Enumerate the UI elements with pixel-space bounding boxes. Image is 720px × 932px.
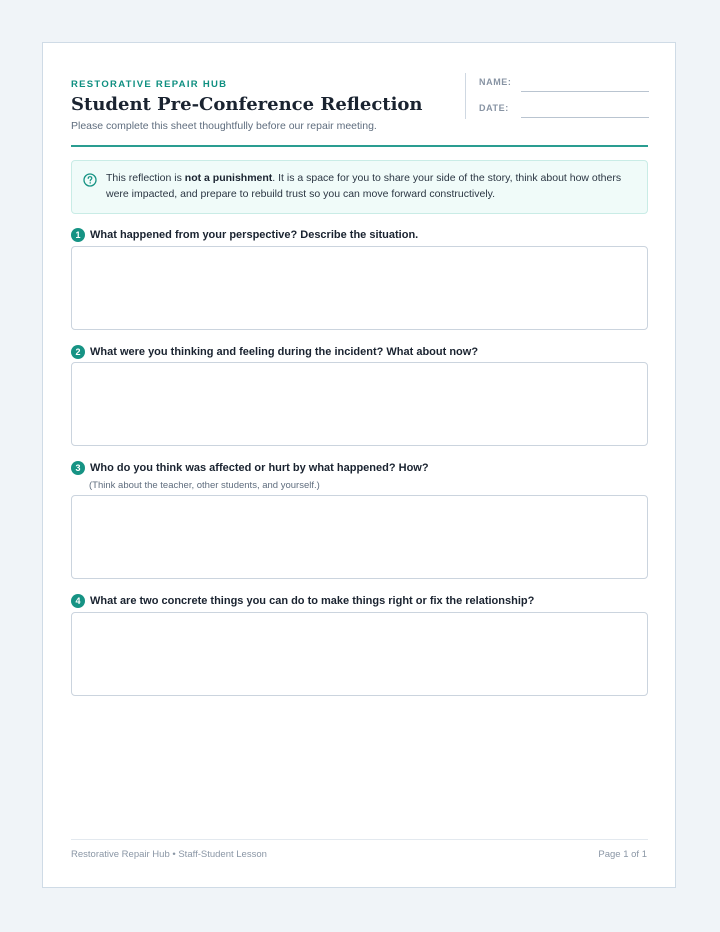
worksheet-page [42, 42, 676, 888]
question-text: Who do you think was affected or hurt by what happened? How? [90, 462, 429, 474]
header-divider [71, 145, 648, 147]
page-title: Student Pre-Conference Reflection [71, 94, 423, 115]
name-line[interactable] [521, 91, 649, 92]
question-number-badge: 4 [71, 594, 85, 608]
meta-divider [465, 73, 466, 119]
answer-box-2[interactable] [71, 362, 648, 446]
info-callout [71, 160, 648, 214]
brand-eyebrow: RESTORATIVE REPAIR HUB [71, 79, 228, 90]
callout-text [106, 171, 631, 202]
question-text: What happened from your perspective? Describe the situation. [90, 229, 419, 241]
page-number: Page 1 of 1 [598, 849, 647, 860]
date-line[interactable] [521, 117, 649, 118]
callout-text-bold: not a punishment [184, 172, 273, 184]
callout-text-after: . It is a space for you to share your side of the story, think about how others were impacted, and prepare to rebuild trust so you can move forward constructively. [106, 172, 622, 200]
name-label: NAME: [479, 77, 512, 87]
question-3-hint: (Think about the teacher, other students, and yourself.) [89, 480, 320, 491]
page-subtitle: Please complete this sheet thoughtfully before our repair meeting. [71, 120, 377, 132]
date-label: DATE: [479, 103, 509, 113]
date-field-row[interactable] [479, 101, 649, 121]
answer-box-1[interactable] [71, 246, 648, 330]
answer-box-3[interactable] [71, 495, 648, 579]
footer-divider [71, 839, 648, 840]
answer-box-4[interactable] [71, 612, 648, 696]
callout-text-before: This reflection is [106, 172, 185, 184]
question-number-badge: 3 [71, 461, 85, 475]
question-number-badge: 1 [71, 228, 85, 242]
question-text: What were you thinking and feeling during the incident? What about now? [90, 346, 479, 358]
question-circle-icon [83, 173, 97, 187]
question-text: What are two concrete things you can do to make things right or fix the relationship? [90, 595, 535, 607]
question-number-badge: 2 [71, 345, 85, 359]
footer-brand: Restorative Repair Hub • Staff-Student Lesson [71, 849, 267, 860]
name-field-row[interactable] [479, 75, 649, 95]
